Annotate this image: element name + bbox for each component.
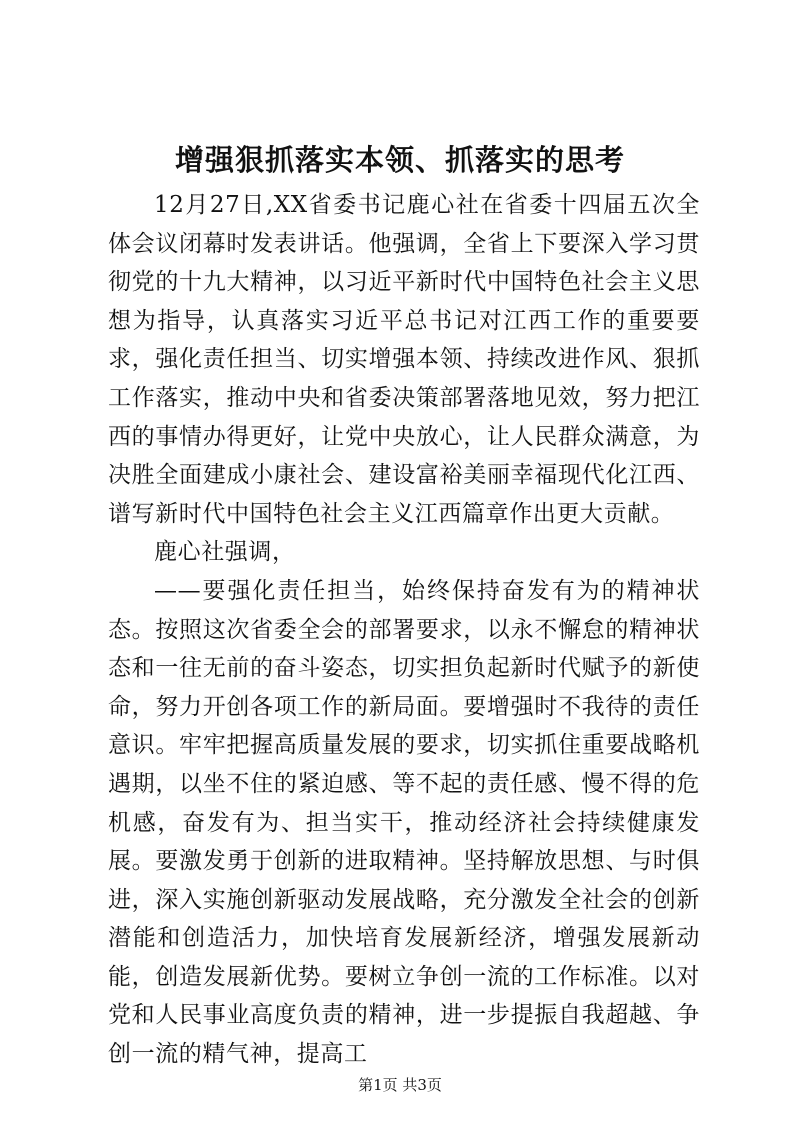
document-title: 增强狠抓落实本领、抓落实的思考 — [174, 143, 625, 177]
paragraph-1: 12月27日,XX省委书记鹿心社在省委十四届五次全体会议闭幕时发表讲话。他强调，全省上下要深入学习贯彻党的十九大精神，以习近平新时代中国特色社会主义思想为指导，认真落实习近平总书记对江西工作的重要要求，强化责任担当、切实增强本领、持续改进作风、狠抓工作落实，推动中央和省委决策部署落地见效，努力把江西的事情办得更好，让党中央放心，让人民群众满意，为决胜全面建成小康社会、建设富裕美丽幸福现代化江西、谱写新时代中国特色社会主义江西篇章作出更大贡献。 — [108, 192, 700, 527]
paragraph-3: ——要强化责任担当，始终保持奋发有为的精神状态。按照这次省委全会的部署要求，以永不懈怠的精神状态和一往无前的奋斗姿态，切实担负起新时代赋予的新使命，努力开创各项工作的新局面。要增强时不我待的责任意识。牢牢把握高质量发展的要求，切实抓住重要战略机遇期，以坐不住的紧迫感、等不起的责任感、慢不得的危机感，奋发有为、担当实干，推动经济社会持续健康发展。要激发勇于创新的进取精神。坚持解放思想、与时俱进，深入实施创新驱动发展战略，充分激发全社会的创新潜能和创造活力，加快培育发展新经济，增强发展新动能，创造发展新优势。要树立争创一流的工作标准。以对党和人民事业高度负责的精神，进一步提振自我超越、争创一流的精气神，提高工 — [108, 577, 700, 1068]
document-body — [108, 186, 700, 1074]
page-footer: 第1页 共3页 — [358, 1076, 442, 1094]
paragraph-2: 鹿心社强调， — [154, 539, 296, 566]
